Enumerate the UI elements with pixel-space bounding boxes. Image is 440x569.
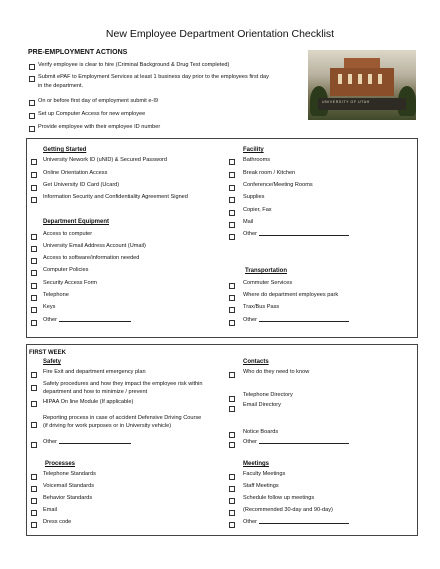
blank-line[interactable]: [259, 443, 349, 444]
pre-employment-heading: PRE-EMPLOYMENT ACTIONS: [28, 49, 128, 56]
checkbox[interactable]: [31, 197, 37, 203]
checkbox[interactable]: [31, 320, 37, 326]
dept-equipment-heading: Department Equipment: [43, 219, 110, 225]
facility-heading: Facility: [243, 147, 264, 153]
checkbox[interactable]: [31, 295, 37, 301]
checklist-item: Fire Exit and department emergency plan: [43, 369, 146, 375]
checklist-item: Dress code: [43, 519, 72, 525]
checkbox[interactable]: [229, 432, 235, 438]
blank-line[interactable]: [59, 443, 131, 444]
checklist-item: Telephone: [43, 292, 69, 298]
checklist-item: Provide employee with their employee ID number: [38, 124, 161, 130]
checkbox[interactable]: [229, 498, 235, 504]
checkbox[interactable]: [31, 372, 37, 378]
checklist-item-other: Other: [43, 317, 131, 324]
blank-line[interactable]: [259, 235, 349, 236]
checklist-item: Break room / Kitchen: [243, 170, 296, 176]
checklist-item: Email: [43, 507, 57, 513]
checkbox[interactable]: [29, 113, 35, 119]
checklist-item: Submit ePAF to Employment Services at least 1 business day prior to the employees first day: [38, 74, 269, 80]
checkbox[interactable]: [229, 442, 235, 448]
checklist-item-other: Other: [243, 519, 349, 526]
checklist-item: Access to computer: [43, 231, 93, 237]
checkbox[interactable]: [29, 126, 35, 132]
checkbox[interactable]: [229, 307, 235, 313]
checklist-item: University Nework ID (uNID) & Secured Password: [43, 157, 168, 163]
checklist-item: Keys: [43, 304, 56, 310]
checkbox[interactable]: [229, 372, 235, 378]
checkbox[interactable]: [31, 510, 37, 516]
checklist-item: Commuter Services: [243, 280, 293, 286]
checkbox[interactable]: [229, 522, 235, 528]
checklist-item: Conference/Meeting Rooms: [243, 182, 313, 188]
section-box-getting-started: [26, 138, 418, 338]
checklist-item: Schedule follow up meetings: [243, 495, 315, 501]
checkbox[interactable]: [229, 396, 235, 402]
checklist-item-cont: (if driving for work purposes or in University vehicle): [43, 423, 172, 429]
checkbox[interactable]: [229, 486, 235, 492]
checklist-item: Computer Policies: [43, 267, 89, 273]
checkbox[interactable]: [31, 442, 37, 448]
checkbox[interactable]: [229, 234, 235, 240]
checkbox[interactable]: [229, 222, 235, 228]
checklist-item-cont: department and how to minimize / prevent: [43, 389, 148, 395]
checklist-item-other: Other: [43, 439, 131, 446]
checkbox[interactable]: [29, 100, 35, 106]
checkbox[interactable]: [31, 159, 37, 165]
checkbox[interactable]: [229, 510, 235, 516]
checklist-item: Staff Meetings: [243, 483, 279, 489]
checklist-item: Bathrooms: [243, 157, 271, 163]
first-week-heading: FIRST WEEK: [29, 350, 66, 356]
getting-started-heading: Getting Started: [43, 147, 87, 153]
checkbox[interactable]: [229, 159, 235, 165]
safety-heading: Safety: [43, 359, 62, 365]
checklist-item: Notice Boards: [243, 429, 279, 435]
checklist-item: Set up Computer Access for new employee: [38, 111, 146, 117]
checkbox[interactable]: [31, 246, 37, 252]
checklist-item: Telephone Standards: [43, 471, 96, 477]
campus-building-photo: [308, 50, 416, 120]
checklist-item: Trax/Bus Pass: [243, 304, 280, 310]
checkbox[interactable]: [31, 474, 37, 480]
checkbox[interactable]: [229, 197, 235, 203]
checklist-item-other: Other: [243, 439, 349, 446]
checklist-item: Reporting process in case of accident Defensive Driving Course: [43, 415, 202, 421]
checklist-item-cont: in the department.: [38, 83, 84, 89]
checklist-item: Where do department employees park: [243, 292, 339, 298]
checklist-item: Safety procedures and how they impact the employee risk within: [43, 381, 203, 387]
checkbox[interactable]: [229, 210, 235, 216]
checklist-item: Faculty Meetings: [243, 471, 286, 477]
checklist-item: Get University ID Card (Ucard): [43, 182, 120, 188]
checkbox[interactable]: [29, 76, 35, 82]
checkbox[interactable]: [31, 422, 37, 428]
checklist-item: (Recommended 30-day and 90-day): [243, 507, 333, 513]
photo-sign-text: UNIVERSITY OF UTAH: [322, 100, 370, 104]
checklist-item: Voicemail Standards: [43, 483, 94, 489]
checkbox[interactable]: [229, 172, 235, 178]
checkbox[interactable]: [31, 498, 37, 504]
checkbox[interactable]: [31, 486, 37, 492]
checkbox[interactable]: [31, 385, 37, 391]
checkbox[interactable]: [31, 307, 37, 313]
checklist-item-other: Other: [243, 317, 349, 324]
blank-line[interactable]: [59, 321, 131, 322]
blank-line[interactable]: [259, 321, 349, 322]
contacts-heading: Contacts: [243, 359, 269, 365]
checkbox[interactable]: [229, 320, 235, 326]
checklist-item: Access to software/information needed: [43, 255, 140, 261]
checkbox[interactable]: [31, 522, 37, 528]
checkbox[interactable]: [31, 185, 37, 191]
checkbox[interactable]: [31, 172, 37, 178]
checklist-item: Verify employee is clear to hire (Criminal Background & Drug Test completed): [38, 62, 230, 68]
checkbox[interactable]: [31, 258, 37, 264]
checkbox[interactable]: [229, 474, 235, 480]
checkbox[interactable]: [229, 295, 235, 301]
checklist-item: Supplies: [243, 194, 265, 200]
checklist-item: Who do they need to know: [243, 369, 310, 375]
checkbox[interactable]: [229, 185, 235, 191]
checklist-item: On or before first day of employment submit e-I9: [38, 98, 159, 104]
checklist-item: Telephone Directory: [243, 392, 293, 398]
checklist-item: Email Directory: [243, 402, 281, 408]
checkbox[interactable]: [31, 270, 37, 276]
page-title: New Employee Department Orientation Checklist: [105, 28, 335, 40]
checklist-item: Behavior Standards: [43, 495, 93, 501]
checklist-item-other: Other: [243, 231, 349, 238]
checkbox[interactable]: [31, 234, 37, 240]
checklist-item: HIPAA On line Module (If applicable): [43, 399, 134, 405]
checklist-item: Mail: [243, 219, 254, 225]
checklist-item: Security Access Form: [43, 280, 98, 286]
checklist-item: University Email Address Account (Umail): [43, 243, 146, 249]
checkbox[interactable]: [31, 283, 37, 289]
checklist-item: Information Security and Confidentiality Agreement Signed: [43, 194, 188, 200]
transportation-heading: Transportation: [245, 268, 288, 274]
meetings-heading: Meetings: [243, 461, 270, 467]
checkbox[interactable]: [31, 401, 37, 407]
checklist-item: Online Orientation Access: [43, 170, 108, 176]
blank-line[interactable]: [259, 523, 349, 524]
checklist-item: Copier, Fax: [243, 207, 272, 213]
checkbox[interactable]: [229, 406, 235, 412]
processes-heading: Processes: [45, 461, 76, 467]
checkbox[interactable]: [29, 64, 35, 70]
checkbox[interactable]: [229, 283, 235, 289]
